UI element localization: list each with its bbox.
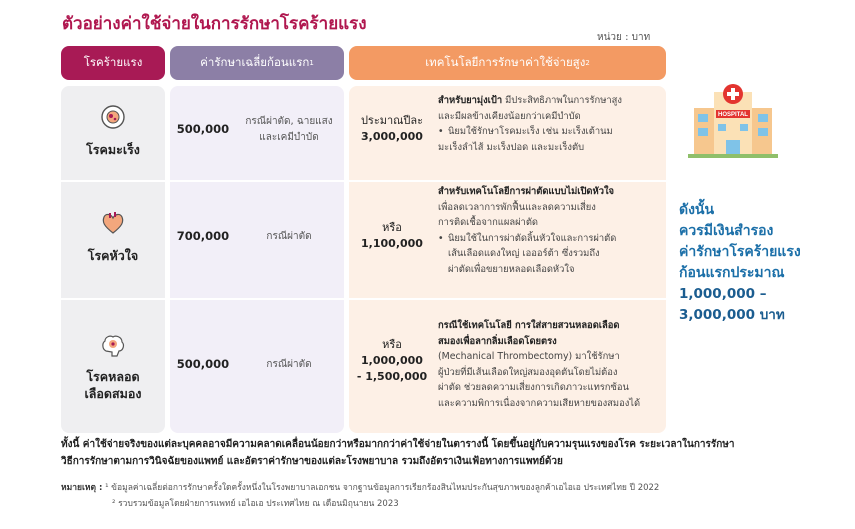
avg-cost-value: 700,000 [176, 229, 230, 243]
disease-name: โรคหัวใจ [87, 248, 139, 263]
footnote-2: ² รวบรวมข้อมูลโดยฝ่ายการแพทย์ เอไอเอ ประเทศไทย ณ เดือนมิถุนายน 2023 [112, 499, 399, 509]
row-divider [61, 298, 666, 300]
avg-cost-value: 500,000 [176, 357, 230, 371]
disease-name: โรคหลอด เลือดสมอง [84, 369, 142, 401]
row-divider [61, 180, 666, 182]
tech-description: สำหรับเทคโนโลยีการผ่าตัดแบบไม่เปิดหัวใจ เพื่อลดเวลาการพักฟื้นและลดความเสี่ยง การติดเชื้อจากแผลผ่าตัด • นิยมใช้ในการผ่าตัดลิ้นหัวใจและการผ่าตัด เส้นเลือดแดงใหญ่ เอออร์ต้า ซึ่งรวมถึง ผ่าตัดเพื่อขยายหลอดเลือดหัวใจ [438, 184, 664, 277]
treatment-type: กรณีผ่าตัด [266, 359, 312, 370]
bullet-item: • นิยมใช้ในการผ่าตัดลิ้นหัวใจและการผ่าตัด [438, 231, 664, 247]
tech-cost: หรือ 1,100,000 [361, 221, 423, 250]
disease-name: โรคมะเร็ง [86, 142, 140, 157]
tech-cost: ประมาณปีละ 3,000,000 [360, 114, 424, 143]
tech-description: สำหรับยามุ่งเป้า มีประสิทธิภาพในการรักษาสูง และมีผลข้างเคียงน้อยกว่าเคมีบำบัด • นิยมใช้รักษาโรคมะเร็ง เช่น มะเร็งเต้านม มะเร็งลำไส้ มะเร็งปอด และมะเร็งตับ [438, 93, 664, 155]
header-disease: โรคร้ายแรง [61, 46, 165, 80]
disclaimer-note: ทั้งนี้ ค่าใช้จ่ายจริงของแต่ละบุคคลอาจมีความคลาดเคลื่อนน้อยกว่าหรือมากกว่าค่าใช้จ่ายในตารางนี้ โดยขึ้นอยู่กับความรุนแรงของโรค ระยะเวลาในการรักษา วิธีการรักษาตามการวินิจฉัยของแพทย์ และอัตราค่ารักษาของแต่ละโรงพยาบาล รวมถึงอัตราเงินเฟ้อทางการแพทย์ด้วย [61, 439, 735, 467]
footnote-1: หมายเหตุ : ¹ ข้อมูลค่าเฉลี่ยต่อการรักษาครั้งใดครั้งหนึ่งในโรงพยาบาลเอกชน จากฐานข้อมูลการเรียกร้องสินไหมประกันสุขภาพของลูกค้าเอไอเอ ประเทศไทย ปี 2022 [61, 483, 660, 493]
treatment-type: กรณีผ่าตัด [266, 231, 312, 242]
avg-cost-value: 500,000 [176, 122, 230, 136]
page-title: ตัวอย่างค่าใช้จ่ายในการรักษาโรคร้ายแรง [62, 14, 367, 34]
heart-icon [100, 210, 126, 236]
brain-icon [100, 333, 126, 359]
tech-description: กรณีใช้เทคโนโลยี การใส่สายสวนหลอดเลือด สมองเพื่อลากลิ่มเลือดโดยตรง (Mechanical Thrombectomy) มาใช้รักษา ผู้ป่วยที่มีเส้นเลือดใหญ่สมองอุดตันโดยไม่ต้อง ผ่าตัด ช่วยลดความเสี่ยงการเกิดภาวะแทรกซ้อน และความพิการเนื่องจากความเสียหายของสมองได้ [438, 320, 641, 409]
cancer-cell-icon [100, 104, 126, 130]
tech-cost: หรือ 1,000,000 - 1,500,000 [356, 338, 428, 383]
treatment-type: กรณีผ่าตัด, ฉายแสง และเคมีบำบัด [245, 116, 333, 143]
bullet-item: • นิยมใช้รักษาโรคมะเร็ง เช่น มะเร็งเต้านม [438, 124, 664, 140]
recommendation-text: ดังนั้น ควรมีเงินสำรอง ค่ารักษาโรคร้ายแรง ก้อนแรกประมาณ 1,000,000 – 3,000,000 บาท [679, 202, 801, 323]
header-avg-cost: ค่ารักษาเฉลี่ยก้อนแรก 1 [170, 46, 344, 80]
hospital-sign: HOSPITAL [718, 112, 748, 118]
header-tech: เทคโนโลยีการรักษาค่าใช้จ่ายสูง 2 [349, 46, 666, 80]
hospital-icon [688, 82, 778, 158]
unit-label: หน่วย : บาท [597, 32, 651, 43]
